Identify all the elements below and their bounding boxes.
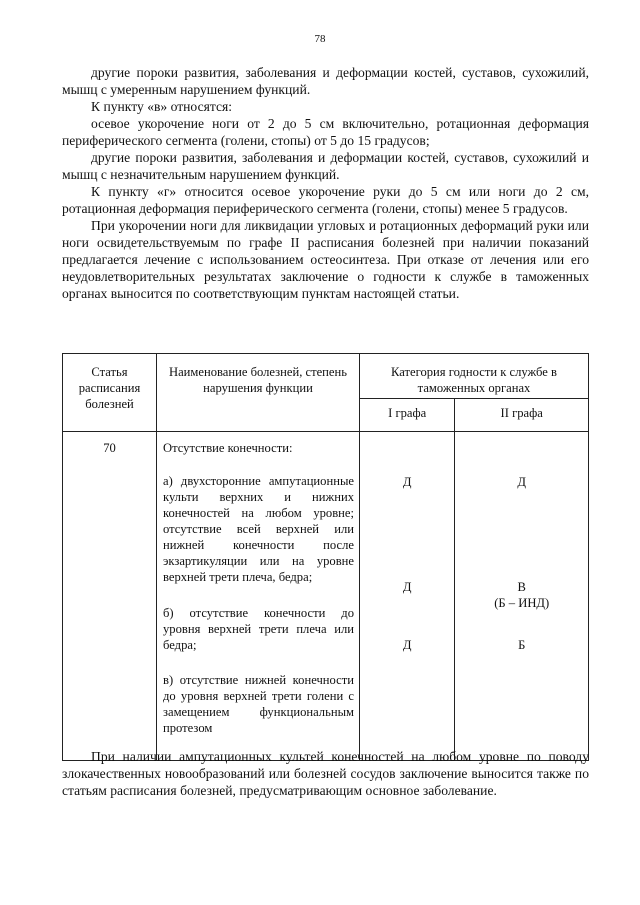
col-1-cell xyxy=(360,432,455,761)
paragraph: осевое укорочение ноги от 2 до 5 см включительно, ротационная деформация периферического сегмента (голени, стопы) от 5 до 15 градусов; xyxy=(62,116,589,148)
disease-names-cell xyxy=(157,432,360,761)
header-col-1: I графа xyxy=(360,399,455,432)
paragraph: другие пороки развития, заболевания и деформации костей, суставов, сухожилий, мышц с умеренным нарушением функций. xyxy=(62,65,589,97)
page-number: 78 xyxy=(314,33,326,45)
item-c-col-2: Б xyxy=(518,638,526,652)
item-b-col-2: В xyxy=(517,580,526,594)
article-title: Отсутствие конечности: xyxy=(163,441,293,455)
item-c-text: в) отсутствие нижней конечности до уровня верхней трети голени с замещением функциональным протезом xyxy=(163,673,354,735)
paragraph: При наличии ампутационных культей конечностей на любом уровне по поводу злокачественных новообразований или болезней сосудов заключение выносится также по статьям расписания болезней, предусматривающим основное заболевание. xyxy=(62,749,589,798)
paragraph: другие пороки развития, заболевания и деформации костей, суставов, сухожилий и мышц с незначительным нарушением функций. xyxy=(62,150,589,182)
item-a-col-2: Д xyxy=(517,475,526,489)
item-a-col-1: Д xyxy=(402,475,412,489)
paragraph: При укорочении ноги для ликвидации угловых и ротационных деформаций руки или ноги освидетельствуемым по графе II расписания болезней при наличии показаний предлагается лечение с использованием остеосинтеза. При отказе от лечения или его неудовлетворительных результатах заключение о годности к службе в таможенных органах выносится по соответствующим пунктам настоящей статьи. xyxy=(62,218,589,301)
item-b-col-2-block xyxy=(455,579,588,637)
col-2-cell xyxy=(455,432,589,761)
item-b-col-2-extra: (Б – ИНД) xyxy=(494,596,550,610)
item-c-col-1: Д xyxy=(402,638,412,652)
header-name: Наименование болезней, степень нарушения функции xyxy=(157,354,360,432)
intro-text xyxy=(62,64,589,302)
item-b-text: б) отсутствие конечности до уровня верхней трети плеча или бедра; xyxy=(163,606,354,652)
item-a-text: а) двухсторонние ампутационные культи верхних и нижних конечностей на любом уровне; отсутствие всей верхней или нижней конечности после экзартикуляции или на уровне верхней трети плеча, бедра; xyxy=(163,474,354,584)
table-header-row xyxy=(63,354,589,399)
schedule-table xyxy=(62,353,589,761)
table-row xyxy=(63,432,589,761)
paragraph: К пункту «г» относится осевое укорочение руки до 5 см или ноги до 2 см, ротационная деформация периферического сегмента (голени, стопы) менее 5 градусов. xyxy=(62,184,589,216)
header-col-2: II графа xyxy=(455,399,589,432)
outro-text xyxy=(62,748,589,799)
header-category: Категория годности к службе в таможенных органах xyxy=(360,354,589,399)
item-b-col-1: Д xyxy=(402,580,412,594)
article-number: 70 xyxy=(63,432,157,761)
paragraph: К пункту «в» относятся: xyxy=(91,99,233,114)
header-article: Статья расписания болезней xyxy=(63,354,157,432)
